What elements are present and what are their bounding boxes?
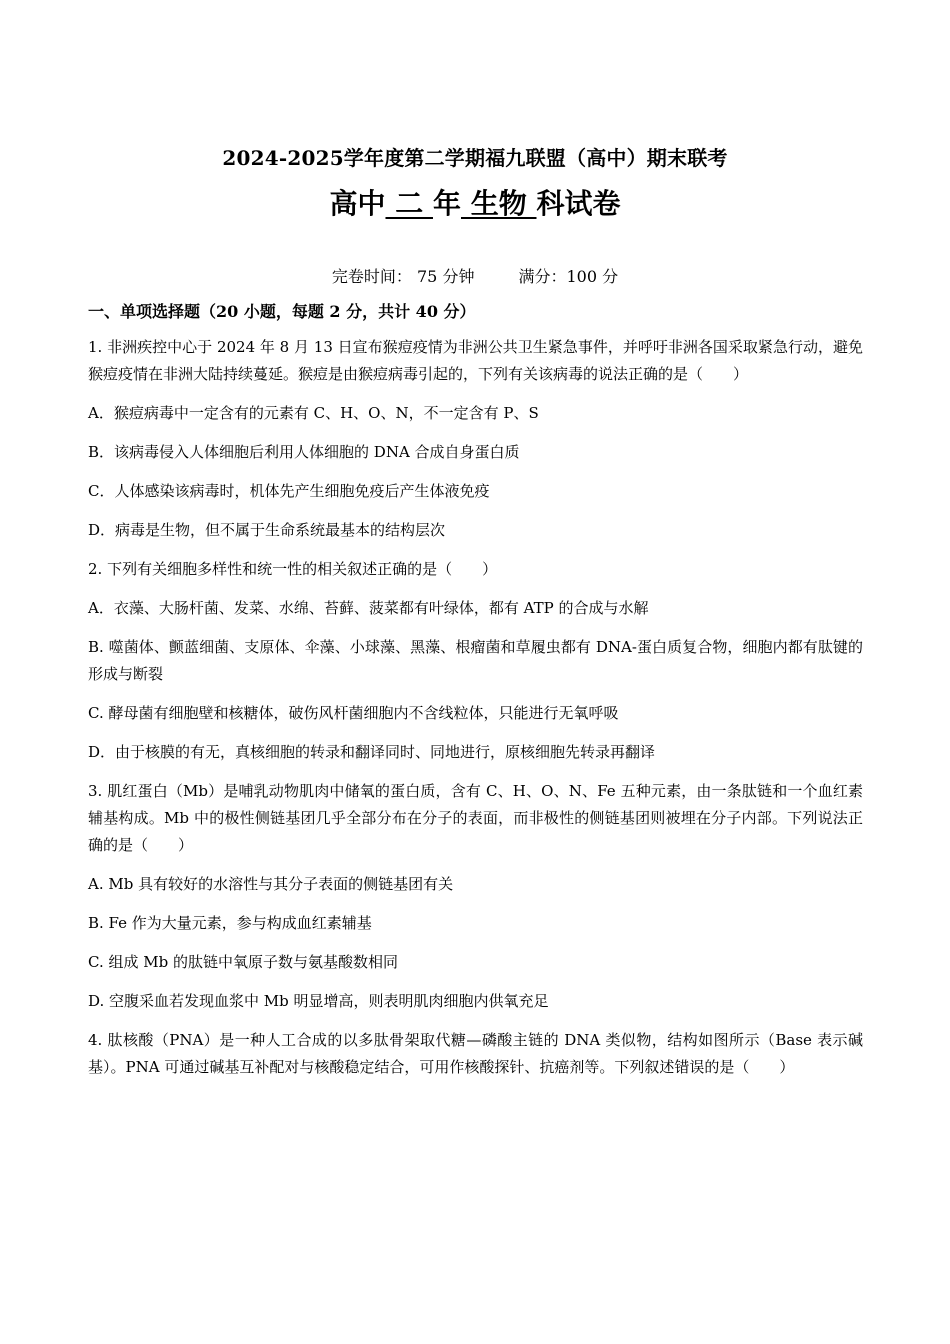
- subtitle-suffix: 科试卷: [536, 187, 621, 220]
- subtitle-mid: 年: [432, 187, 461, 220]
- option-a: A. Mb 具有较好的水溶性与其分子表面的侧链基团有关: [88, 875, 454, 893]
- option-c: C. 酵母菌有细胞壁和核糖体，破伤风杆菌细胞内不含线粒体，只能进行无氧呼吸: [88, 704, 619, 722]
- subtitle-grade: 二: [385, 187, 433, 220]
- question-2: [88, 556, 863, 766]
- question-stem: 2. 下列有关细胞多样性和统一性的相关叙述正确的是（ ）: [88, 560, 498, 578]
- question-3: [88, 778, 863, 1015]
- option-d: D. 空腹采血若发现血浆中 Mb 明显增高，则表明肌肉细胞内供氧充足: [88, 992, 549, 1010]
- subtitle-subject: 生物: [461, 187, 537, 220]
- option-b: B．该病毒侵入人体细胞后利用人体细胞的 DNA 合成自身蛋白质: [88, 443, 520, 461]
- question-1: [88, 334, 863, 544]
- exam-content: [88, 298, 863, 1093]
- option-a: A．衣藻、大肠杆菌、发菜、水绵、苔藓、菠菜都有叶绿体，都有 ATP 的合成与水解: [88, 599, 649, 617]
- question-4: [88, 1027, 863, 1081]
- section-title: 一、单项选择题（20 小题，每题 2 分，共计 40 分）: [88, 302, 476, 321]
- option-d: D．由于核膜的有无，真核细胞的转录和翻译同时、同地进行，原核细胞先转录再翻译: [88, 743, 656, 761]
- option-b: B. 噬菌体、颤蓝细菌、支原体、伞藻、小球藻、黑藻、根瘤菌和草履虫都有 DNA-蛋白质复合物，细胞内都有肽键的形成与断裂: [88, 638, 863, 683]
- question-stem: 4. 肽核酸（PNA）是一种人工合成的以多肽骨架取代糖—磷酸主链的 DNA 类似物，结构如图所示（Base 表示碱基）。PNA 可通过碱基互补配对与核酸稳定结合，可用作核酸探针、抗癌剂等。下列叙述错误的是（ ）: [88, 1031, 863, 1076]
- option-b: B. Fe 作为大量元素，参与构成血红素辅基: [88, 914, 372, 932]
- option-c: C. 组成 Mb 的肽链中氧原子数与氨基酸数相同: [88, 953, 398, 971]
- exam-subtitle: [0, 182, 950, 222]
- option-d: D．病毒是生物，但不属于生命系统最基本的结构层次: [88, 521, 446, 539]
- exam-title: 2024-2025学年度第二学期福九联盟（高中）期末联考: [222, 146, 728, 170]
- subtitle-prefix: 高中: [329, 187, 386, 220]
- exam-time: 完卷时间： 75 分钟: [331, 267, 475, 286]
- exam-score: 满分：100 分: [518, 267, 619, 286]
- exam-meta: [0, 264, 950, 287]
- question-stem: 3. 肌红蛋白（Mb）是哺乳动物肌肉中储氧的蛋白质，含有 C、H、O、N、Fe 五种元素，由一条肽链和一个血红素辅基构成。Mb 中的极性侧链基团几乎全部分布在分子的表面，而非极性的侧链基团则被埋在分子内部。下列说法正确的是（ ）: [88, 782, 863, 854]
- question-stem: 1. 非洲疾控中心于 2024 年 8 月 13 日宣布猴痘疫情为非洲公共卫生紧急事件，并呼吁非洲各国采取紧急行动，避免猴痘疫情在非洲大陆持续蔓延。猴痘是由猴痘病毒引起的，下列有关该病毒的说法正确的是（ ）: [88, 338, 863, 383]
- option-a: A．猴痘病毒中一定含有的元素有 C、H、O、N，不一定含有 P、S: [88, 404, 539, 422]
- option-c: C．人体感染该病毒时，机体先产生细胞免疫后产生体液免疫: [88, 482, 490, 500]
